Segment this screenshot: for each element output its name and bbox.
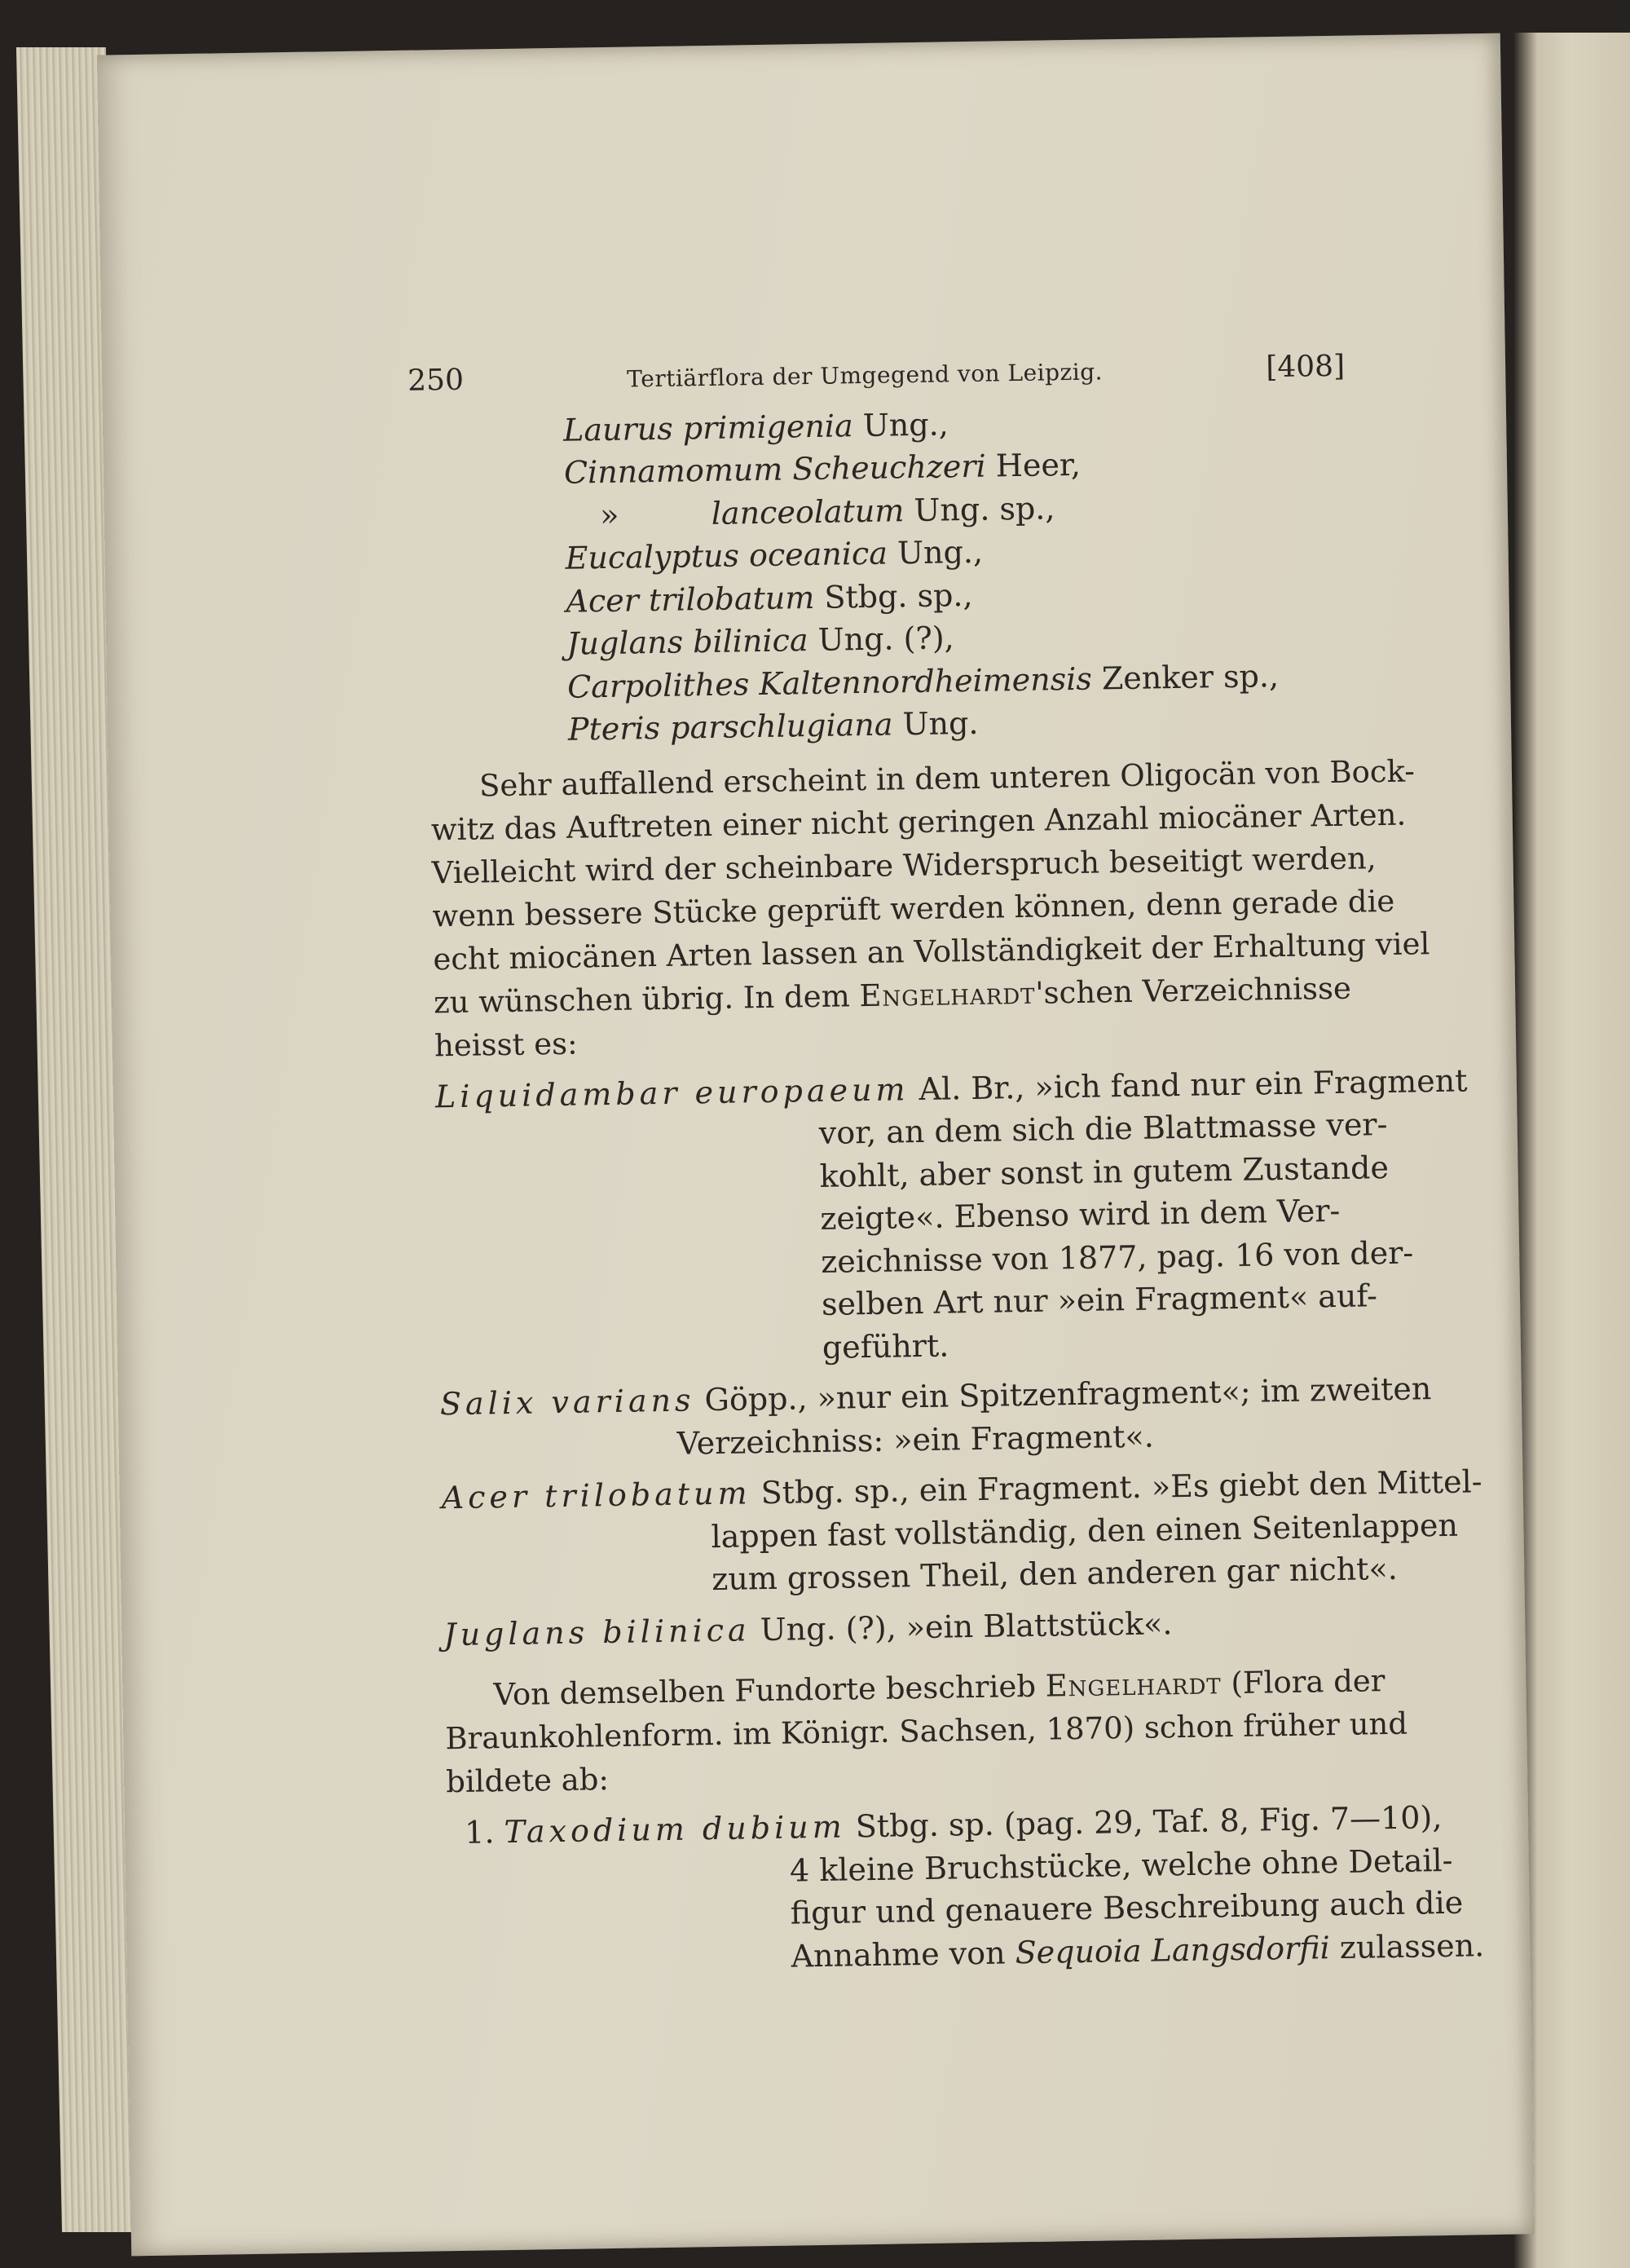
list-item: Laurus primigenia Ung., (562, 405, 949, 448)
author-name: Engelhardt (859, 975, 1036, 1013)
list-item: Juglans bilinica Ung. (?), (566, 620, 955, 662)
facing-page-edge (1514, 33, 1630, 2268)
entry-acer: Acer trilobatum Stbg. sp., ein Fragment. »Es giebt den Mittel- lappen fast vollständig, den einen Seitenlappen zum grossen Theil, den anderen gar nicht«. (441, 1463, 1482, 1598)
page-header (408, 346, 1346, 405)
book-page (97, 33, 1535, 2257)
list-item: Pteris parschlugiana Ung. (567, 704, 979, 748)
list-item: Carpolithes Kaltennordheimensis Zenker sp., (566, 657, 1280, 705)
running-title: Tertiärflora der Umgegend von Leipzig. (626, 358, 1104, 393)
entry-juglans: Juglans bilinica Ung. (?), »ein Blattstück«. (443, 1604, 1173, 1652)
entry-salix: Salix varians Göpp., »nur ein Spitzenfragment«; im zweiten Verzeichniss: »ein Fragment«. (439, 1370, 1432, 1462)
page-number: 250 (407, 363, 465, 398)
list-item: Acer trilobatum Stbg. sp., (566, 576, 973, 620)
list-item: Cinnamomum Scheuchzeri Heer, (563, 446, 1082, 491)
list-item: » lanceolatum Ung. sp., (599, 489, 1055, 533)
paragraph-oligocaen: Sehr auffallend erscheint in dem unteren Oligocän von Bock- witz das Auftreten einer nicht geringen Anzahl miocäner Arten. Vielleicht wird der scheinbare Widerspruch beseitigt werden, wenn bessere Stücke geprüft werden können, denn gerade die echt miocänen Arten lassen an Vollständigkeit der Erhaltung viel zu wünschen übrig. In dem Engelhardt'schen Verzeichnisse heisst es: (430, 752, 1430, 1063)
entry-liquidambar: Liquidambar europaeum Al. Br., »ich fand nur ein Fragment vor, an dem sich die Blattmasse ver- kohlt, aber sonst in gutem Zustande zeigte«. Ebenso wird in dem Ver- zeichnisse von 1877, pag. 16 von der- selben Art nur »ein Fragment« auf- geführt. (434, 1061, 1468, 1366)
original-page-number: [408] (1265, 349, 1346, 385)
species-list (425, 395, 1489, 753)
author-name: Engelhardt (1045, 1666, 1222, 1704)
entry-taxodium: 1. Taxodium dubium Stbg. sp. (pag. 29, Taf. 8, Fig. 7—10), 4 kleine Bruchstücke, welche ohne Detail- figur und genauere Beschreibung auch die Annahme von Sequoia Langsdorfii zulassen. (464, 1799, 1485, 1975)
page-content (407, 343, 1509, 1983)
list-item: Eucalyptus oceanica Ung., (565, 533, 984, 576)
paragraph-fundorte: Von demselben Fundorte beschrieb Engelhardt (Flora der Braunkohlenform. im Königr. Sachsen, 1870) schon früher und bildete ab: (445, 1663, 1408, 1800)
